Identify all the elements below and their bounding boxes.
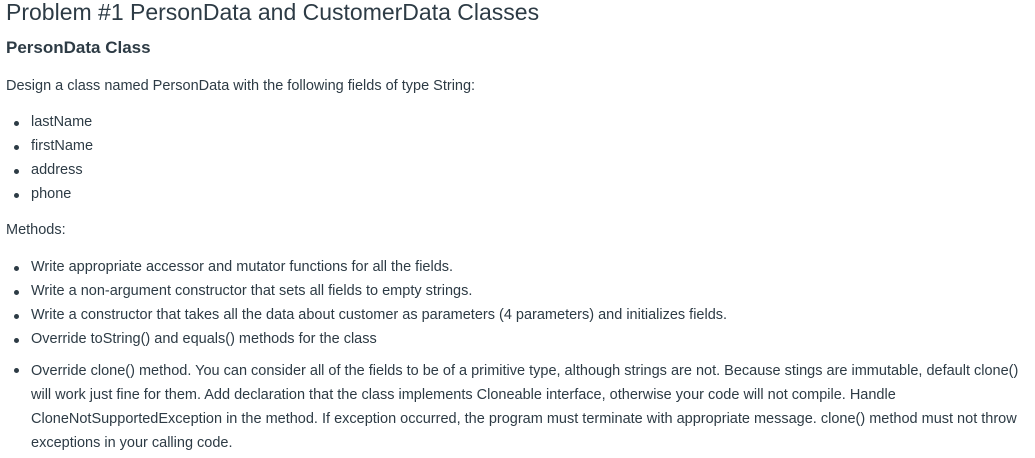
field-name: phone (31, 186, 72, 202)
list-item (14, 184, 93, 208)
list-item (14, 112, 93, 136)
field-name: address (31, 162, 83, 178)
bullet-icon (14, 266, 19, 271)
list-item (14, 329, 1035, 353)
method-text: Write a constructor that takes all the data about customer as parameters (4 parameters) and initializes fields. (31, 307, 728, 323)
method-text: Write a non-argument constructor that sets all fields to empty strings. (31, 283, 473, 299)
field-name: firstName (31, 138, 94, 154)
list-item (14, 359, 1035, 455)
bullet-icon (14, 290, 19, 295)
list-item (14, 281, 1035, 305)
bullet-icon (14, 145, 19, 150)
fields-list (14, 112, 93, 208)
bullet-icon (14, 121, 19, 126)
bullet-icon (14, 338, 19, 343)
bullet-icon (14, 193, 19, 198)
section-heading: PersonData Class (6, 38, 151, 57)
methods-label: Methods: (6, 222, 66, 238)
list-item (14, 257, 1035, 281)
method-text: Override clone() method. You can consider all of the fields to be of a primitive type, although strings are not. Because stings are immutable, default clone() will work just fine for them. Add declaration that the class implements Cloneable interface, otherwise your code will not compile. Handle CloneNotSupportedException in the method. If exception occurred, the program must terminate with appropriate message. clone() method must not throw exceptions in your calling code. (31, 363, 1019, 451)
bullet-icon (14, 169, 19, 174)
bullet-icon (14, 368, 19, 373)
bullet-icon (14, 314, 19, 319)
list-item (14, 136, 93, 160)
method-text: Override toString() and equals() methods for the class (31, 331, 377, 347)
intro-paragraph: Design a class named PersonData with the following fields of type String: (6, 78, 476, 94)
list-item (14, 305, 1035, 329)
method-text: Write appropriate accessor and mutator functions for all the fields. (31, 259, 454, 275)
list-item (14, 160, 93, 184)
methods-list (14, 257, 1035, 455)
page-title: Problem #1 PersonData and CustomerData Classes (6, 0, 540, 25)
field-name: lastName (31, 114, 93, 130)
